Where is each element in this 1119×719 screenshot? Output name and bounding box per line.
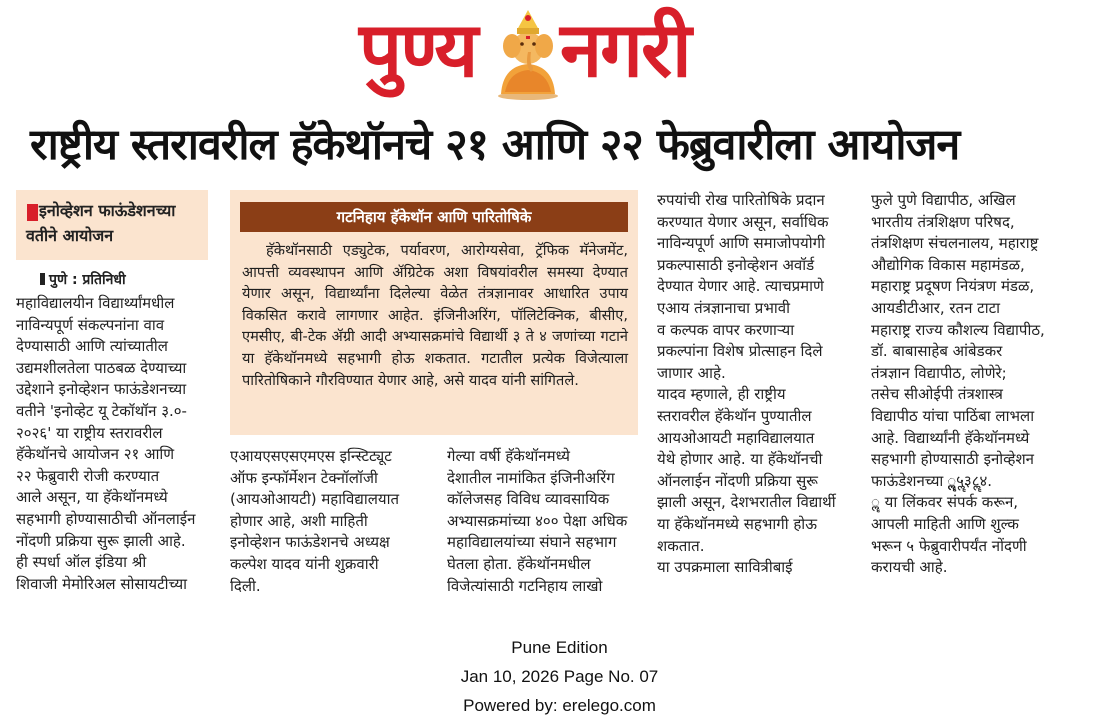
kicker-line1: इनोव्हेशन फाऊंडेशनच्या xyxy=(39,201,176,220)
masthead-left-text: पुण्य xyxy=(359,5,477,94)
sidebar-boxout xyxy=(230,190,638,435)
boxout-body: हॅकेथॉनसाठी एड्युटेक, पर्यावरण, आरोग्यसेवा, ट्रॅफिक मॅनेजमेंट, आपत्ती व्यवस्थापन आणि ॲग्रिटेक अशा विषयांवरील समस्या देण्यात येणार असून, विद्यार्थ्यांना दिलेल्या वेळेत तंत्रज्ञानावर आधारित उपाय विकसित करावे लागणार आहेत. इंजिनीअरिंग, पॉलिटेक्निक, बीसीए, एमसीए, बी-टेक ॲग्री आदी अभ्यासक्रमांचे विद्यार्थी ३ ते ४ जणांच्या गटाने या हॅकेथॉनमध्ये सहभागी होऊ शकतात. गटातील प्रत्येक विजेत्याला पारितोषिकाने गौरविण्यात येणार आहे, असे यादव यांनी सांगितले. xyxy=(242,242,628,389)
footer-powered-by[interactable]: Powered by: erelego.com xyxy=(463,696,656,715)
kicker-marker xyxy=(27,204,38,221)
article-column-1: महाविद्यालयीन विद्यार्थ्यांमधील नाविन्यपूर्ण संकल्पनांना वाव देण्यासाठी आणि त्यांच्यातील उद्यमशीलतेला पाठबळ देण्याच्या उद्देशाने इनोव्हेशन फाऊंडेशनच्या वतीने 'इनोव्हेट यू टेकॉथॉन ३.०- २०२६' या राष्ट्रीय स्तरावरील हॅकेथॉनचे आयोजन २१ आणि २२ फेब्रुवारी रोजी करण्यात आले असून, या हॅकेथॉनमध्ये सहभागी होण्यासाठीची ऑनलाईन नोंदणी प्रक्रिया सुरू झाली आहे. ही स्पर्धा ऑल इंडिया श्री शिवाजी मेमोरिअल सोसायटीच्या xyxy=(16,294,196,593)
article-column-4: रुपयांची रोख पारितोषिके प्रदान करण्यात येणार असून, सर्वाधिक नाविन्यपूर्ण आणि समाजोपयोगी प्रकल्पासाठी इनोव्हेशन अवॉर्ड देण्यात येणार आहे. त्याचप्रमाणे एआय तंत्रज्ञानाचा प्रभावी व कल्पक वापर करणाऱ्या प्रकल्पांना विशेष प्रोत्साहन दिले जाणार आहे. यादव म्हणाले, ही राष्ट्रीय स्तरावरील हॅकेथॉन पुण्यातील आयओआयटी महाविद्यालयात येथे होणार आहे. या हॅकेथॉनची ऑनलाईन नोंदणी प्रक्रिया सुरू झाली असून, देशभरातील विद्यार्थी या हॅकेथॉनमध्ये सहभागी होऊ शकतात. या उपक्रमाला सावित्रीबाई xyxy=(657,191,836,577)
footer-date-page: Jan 10, 2026 Page No. 07 xyxy=(460,667,659,686)
masthead-right-text: नगरी xyxy=(560,5,690,94)
edition-footer xyxy=(0,633,1119,719)
byline xyxy=(40,270,126,289)
masthead-logo xyxy=(355,2,765,106)
footer-edition: Pune Edition xyxy=(511,638,608,657)
kicker-line2: वतीने आयोजन xyxy=(26,226,114,245)
ganesha-icon xyxy=(495,6,561,100)
article-column-3: गेल्या वर्षी हॅकेथॉनमध्ये देशातील नामांकित इंजिनीअरिंग कॉलेजसह विविध व्यावसायिक अभ्यासक्रमांच्या ४०० पेक्षा अधिक महाविद्यालयांच्या संघाने सहभाग घेतला होता. हॅकेथॉनमधील विजेत्यांसाठी गटनिहाय लाखो xyxy=(447,447,628,595)
headline: राष्ट्रीय स्तरावरील हॅकेथॉनचे २१ आणि २२ फेब्रुवारीला आयोजन xyxy=(30,120,960,170)
article-column-2: एआयएसएसएमएस इन्स्टिट्यूट ऑफ इन्फॉर्मेशन टेक्नॉलॉजी (आयओआयटी) महाविद्यालयात होणार आहे, अशी माहिती इनोव्हेशन फाऊंडेशनचे अध्यक्ष कल्पेश यादव यांनी शुक्रवारी दिली. xyxy=(230,447,400,595)
article-column-5: फुले पुणे विद्यापीठ, अखिल भारतीय तंत्रशिक्षण परिषद, तंत्रशिक्षण संचलनालय, महाराष्ट्र औद्योगिक विकास महामंडळ, महाराष्ट्र प्रदूषण नियंत्रण मंडळ, आयडीटीआर, रतन टाटा महाराष्ट्र राज्य कौशल्य विद्यापीठ, डॉ. बाबासाहेब आंबेडकर तंत्रज्ञान विद्यापीठ, लोणेरे; तसेच सीओईपी तंत्रशास्त्र विद्यापीठ यांचा पाठिंबा लाभला आहे. विद्यार्थ्यांनी हॅकेथॉनमध्ये सहभागी होण्यासाठी इनोव्हेशन फाऊंडेशनच्या ॣॣॣॣ५ॣ३८ॣ४. ॣ या लिंकवर संपर्क करून, आपली माहिती आणि शुल्क भरून ५ फेब्रुवारीपर्यंत नोंदणी करायची आहे. xyxy=(871,191,1045,577)
byline-text: पुणे : प्रतिनिधी xyxy=(49,272,126,288)
kicker-box xyxy=(16,190,208,260)
byline-marker xyxy=(40,273,45,285)
boxout-title: गटनिहाय हॅकेथॉन आणि पारितोषिके xyxy=(240,202,628,232)
